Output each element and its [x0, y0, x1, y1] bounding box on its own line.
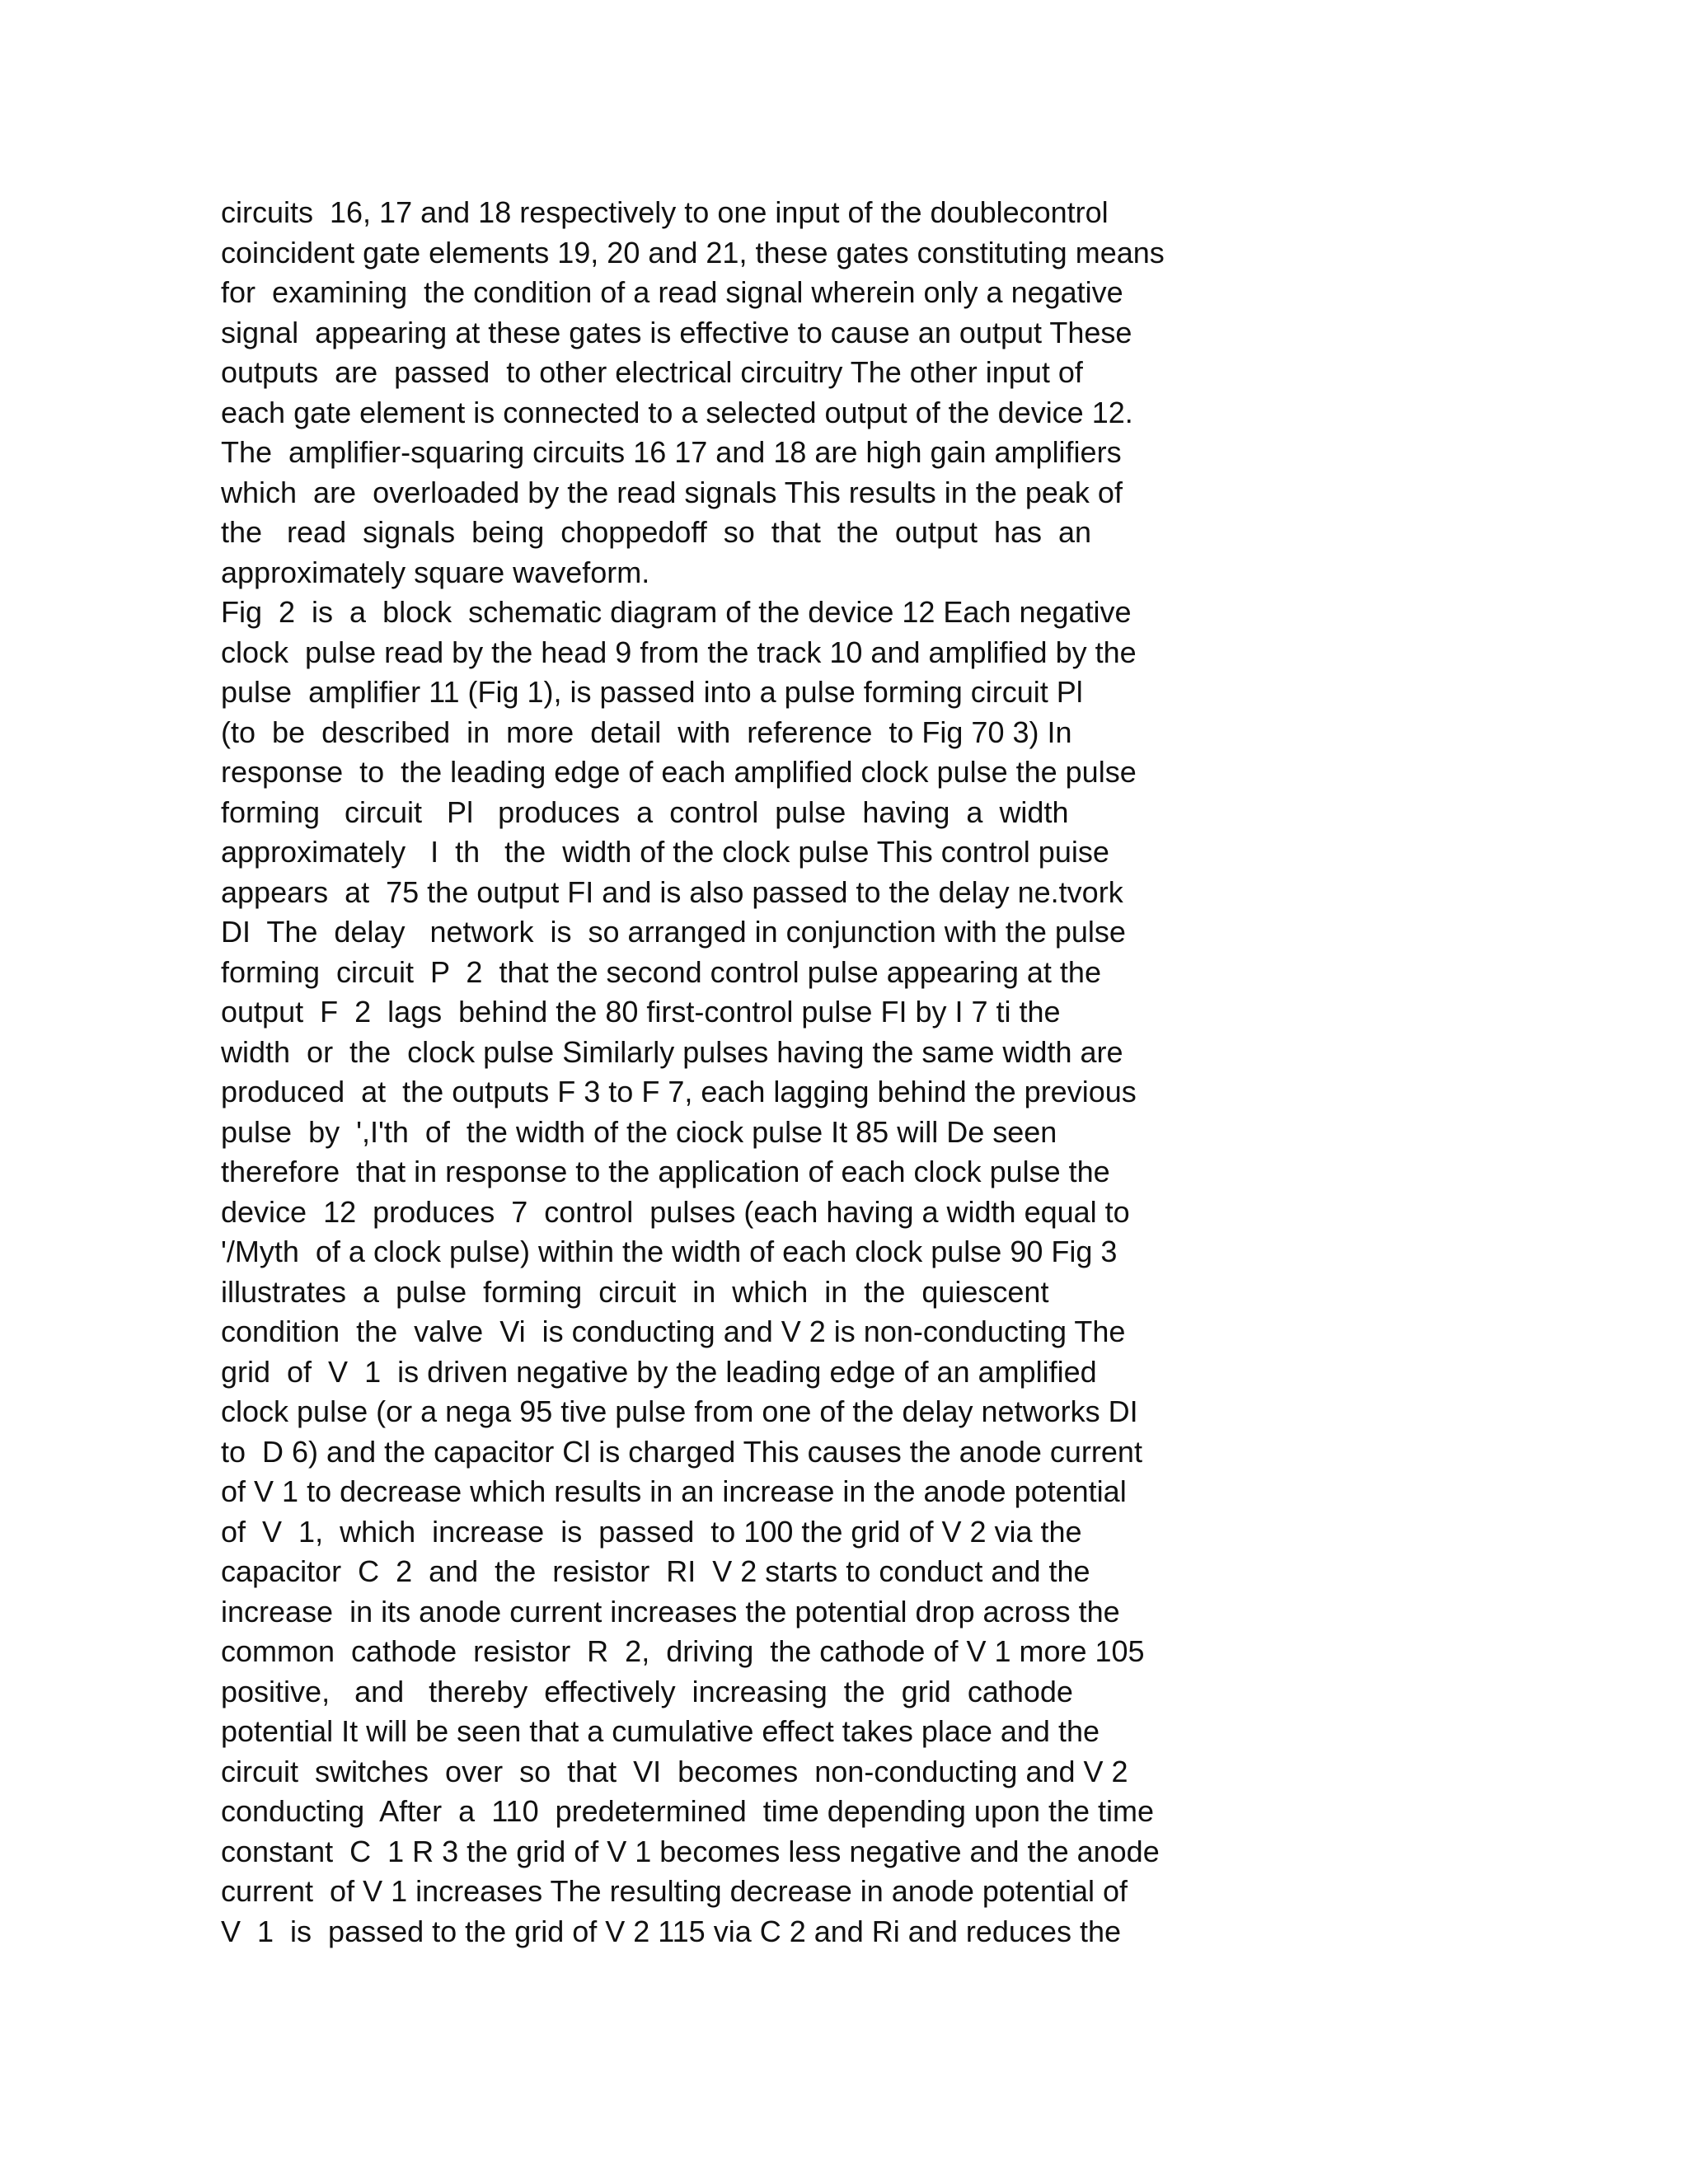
text-line: clock pulse (or a nega 95 tive pulse from one of the delay networks DI [221, 1394, 1138, 1428]
text-line: (to be described in more detail with reference to Fig 70 3) In [221, 715, 1072, 749]
text-line: pulse by ',I'th of the width of the ciock pulse It 85 will De seen [221, 1114, 1057, 1149]
text-line: device 12 produces 7 control pulses (each having a width equal to [221, 1194, 1130, 1229]
text-line: of V 1, which increase is passed to 100 the grid of V 2 via the [221, 1514, 1082, 1549]
text-line: forming circuit Pl produces a control pulse having a width [221, 794, 1069, 829]
text-line: therefore that in response to the application of each clock pulse the [221, 1155, 1110, 1188]
text-line: each gate element is connected to a selected output of the device 12. [221, 395, 1133, 429]
text-line: capacitor C 2 and the resistor RI V 2 starts to conduct and the [221, 1554, 1090, 1588]
text-line: V 1 is passed to the grid of V 2 115 via C 2 and Ri and reduces the [221, 1914, 1121, 1948]
text-line: appears at 75 the output FI and is also passed to the delay ne.tvork [221, 874, 1123, 909]
text-line: pulse amplifier 11 (Fig 1), is passed into a pulse forming circuit Pl [221, 675, 1083, 709]
text-line: response to the leading edge of each amplified clock pulse the pulse [221, 755, 1137, 789]
text-line: Fig 2 is a block schematic diagram of the device 12 Each negative [221, 595, 1132, 629]
text-line: approximately I th the width of the clock pulse This control puise [221, 835, 1109, 869]
text-line: illustrates a pulse forming circuit in which in the quiescent [221, 1274, 1049, 1309]
text-line: constant C 1 R 3 the grid of V 1 becomes less negative and the anode [221, 1834, 1160, 1868]
text-line: width or the clock pulse Similarly pulses having the same width are [221, 1034, 1123, 1069]
text-line: for examining the condition of a read signal wherein only a negative [221, 275, 1123, 309]
text-line: common cathode resistor R 2, driving the cathode of V 1 more 105 [221, 1634, 1145, 1668]
body-text [221, 193, 1309, 1952]
text-line: signal appearing at these gates is effective to cause an output These [221, 315, 1132, 349]
text-line: output F 2 lags behind the 80 first-control pulse FI by I 7 ti the [221, 995, 1061, 1029]
text-line: outputs are passed to other electrical circuitry The other input of [221, 355, 1083, 389]
text-line: The amplifier-squaring circuits 16 17 and 18 are high gain amplifiers [221, 435, 1122, 469]
text-line: condition the valve Vi is conducting and V 2 is non-conducting The [221, 1315, 1126, 1348]
text-line: circuit switches over so that VI becomes non-conducting and V 2 [221, 1754, 1128, 1788]
text-line: '/Myth of a clock pulse) within the width of each clock pulse 90 Fig 3 [221, 1235, 1118, 1268]
text-line: positive, and thereby effectively increasing the grid cathode [221, 1674, 1073, 1708]
text-line: potential It will be seen that a cumulative effect takes place and the [221, 1714, 1100, 1748]
text-line: approximately square waveform. [221, 555, 650, 589]
text-line: which are overloaded by the read signals This results in the peak of [221, 475, 1123, 509]
text-line: forming circuit P 2 that the second control pulse appearing at the [221, 954, 1101, 989]
text-line: circuits 16, 17 and 18 respectively to one input of the doublecontrol [221, 195, 1109, 229]
text-line: of V 1 to decrease which results in an increase in the anode potential [221, 1474, 1127, 1508]
text-line: current of V 1 increases The resulting decrease in anode potential of [221, 1874, 1128, 1908]
text-line: clock pulse read by the head 9 from the track 10 and amplified by the [221, 635, 1137, 669]
text-line: DI The delay network is so arranged in conjunction with the pulse [221, 915, 1126, 949]
text-line: coincident gate elements 19, 20 and 21, these gates constituting means [221, 235, 1165, 269]
text-line: grid of V 1 is driven negative by the leading edge of an amplified [221, 1354, 1097, 1389]
text-line: conducting After a 110 predetermined time depending upon the time [221, 1794, 1155, 1828]
text-line: the read signals being choppedoff so that the output has an [221, 515, 1092, 549]
text-line: to D 6) and the capacitor Cl is charged This causes the anode current [221, 1434, 1142, 1469]
text-line: increase in its anode current increases the potential drop across the [221, 1594, 1120, 1629]
text-line: produced at the outputs F 3 to F 7, each lagging behind the previous [221, 1075, 1137, 1108]
